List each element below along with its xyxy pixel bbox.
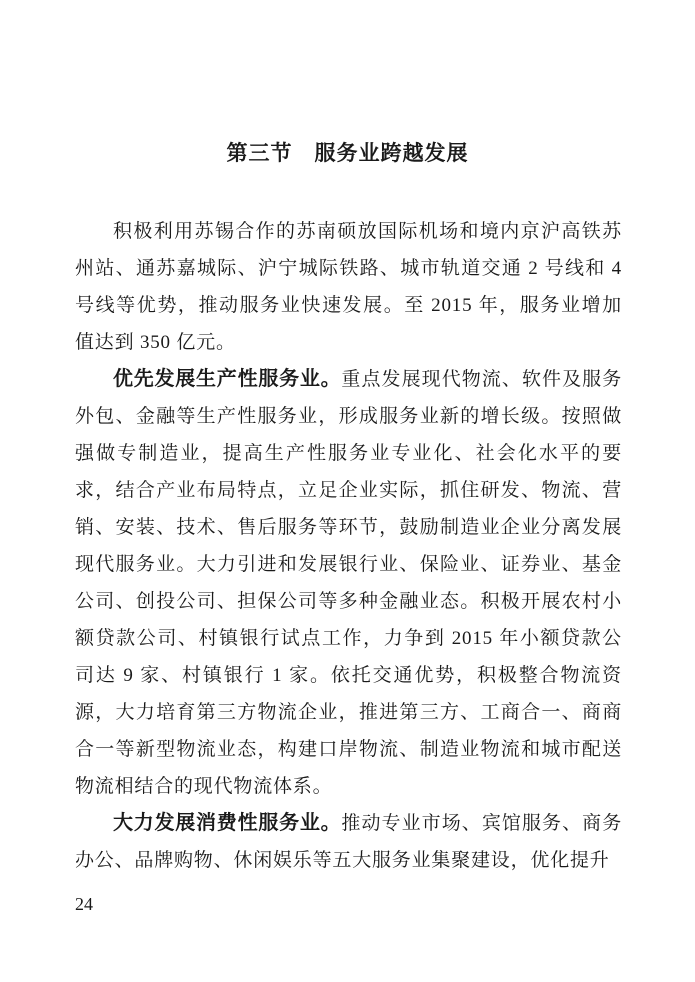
section-title: 第三节 服务业跨越发展: [226, 142, 469, 165]
paragraph-lead: 大力发展消费性服务业。: [113, 812, 342, 834]
paragraph: [75, 361, 622, 805]
paragraph: [75, 805, 622, 879]
paragraph-text: 重点发展现代物流、软件及服务外包、金融等生产性服务业，形成服务业新的增长级。按照做强做专制造业，提高生产性服务业专业化、社会化水平的要求，结合产业布局特点，立足企业实际，抓住研发、物流、营销、安装、技术、售后服务等环节，鼓励制造业企业分离发展现代服务业。大力引进和发展银行业、保险业、证券业、基金公司、创投公司、担保公司等多种金融业态。积极开展农村小额贷款公司、村镇银行试点工作，力争到 2015 年小额贷款公司达 9 家、村镇银行 1 家。依托交通优势，积极整合物流资源，大力培育第三方物流企业，推进第三方、工商合一、商商合一等新型物流业态，构建口岸物流、制造业物流和城市配送物流相结合的现代物流体系。: [75, 369, 623, 797]
paragraph-lead: 优先发展生产性服务业。: [113, 368, 342, 390]
page-number: 24: [75, 894, 93, 914]
paragraph-text: 积极利用苏锡合作的苏南硕放国际机场和境内京沪高铁苏州站、通苏嘉城际、沪宁城际铁路、城市轨道交通 2 号线和 4 号线等优势，推动服务业快速发展。至 2015 年，服务业增加值达到 350 亿元。: [75, 221, 622, 353]
document-body: [75, 213, 622, 879]
paragraph: [75, 213, 622, 361]
paragraph-text: 推动专业市场、宾馆服务、商务办公、品牌购物、休闲娱乐等五大服务业集聚建设，优化提升: [75, 813, 623, 871]
